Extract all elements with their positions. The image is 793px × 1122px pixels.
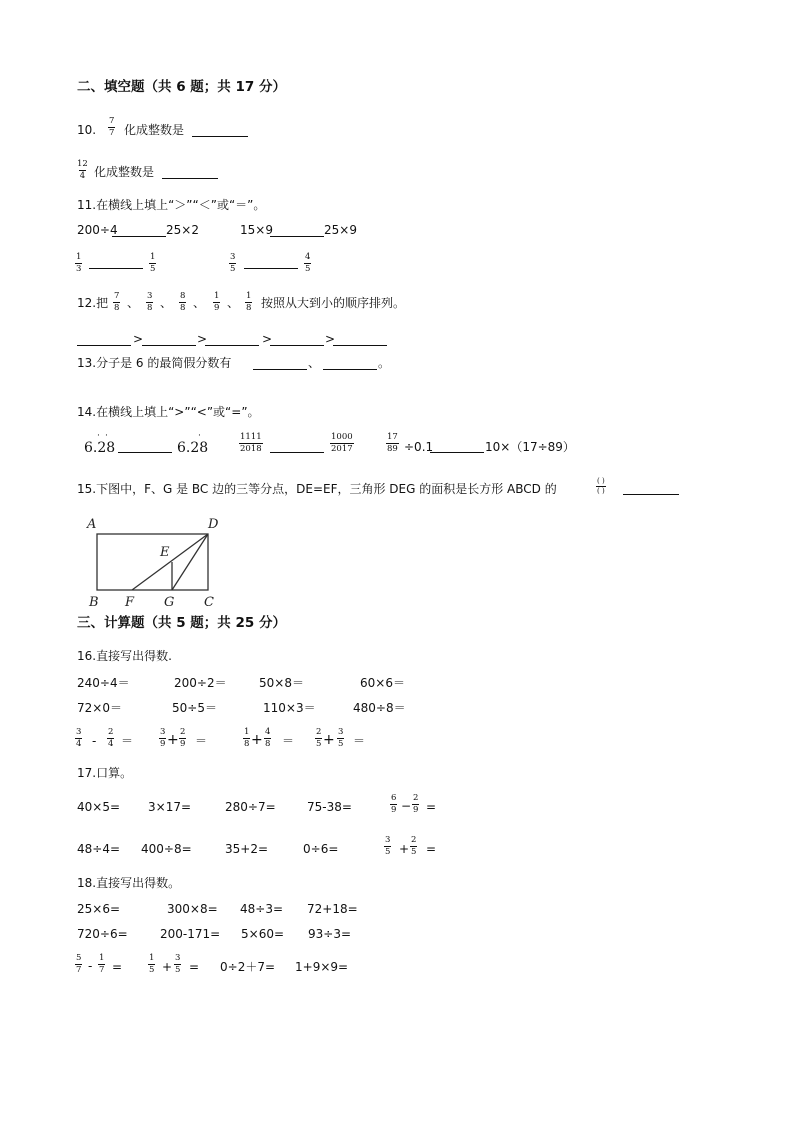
q13-blank-2[interactable] xyxy=(323,369,377,370)
q16-frac: $\frac{2}{5}$ xyxy=(316,727,322,749)
label-d: D xyxy=(208,517,219,532)
q18-item: 48÷3= xyxy=(240,902,284,916)
q11-blank-a[interactable] xyxy=(112,236,166,237)
q14-c-mid: ÷0.1 xyxy=(404,440,434,454)
q12-blank-1[interactable] xyxy=(77,345,131,346)
q12-suffix: 按照从大到小的顺序排列。 xyxy=(261,296,406,310)
q12-blank-5[interactable] xyxy=(333,345,387,346)
q16-frac: $\frac{3}{4}$ xyxy=(76,727,82,749)
q17-frac: $\frac{2}{9}$ xyxy=(413,793,419,815)
q11-frac-c1: $\frac{1}{3}$ xyxy=(76,252,82,274)
q12-sep-2: 、 xyxy=(160,296,173,310)
q16-eq: ＝ xyxy=(121,734,134,748)
q16-item: 240÷4＝ xyxy=(77,676,130,690)
q16-title: 16.直接写出得数. xyxy=(77,649,172,663)
q17-frac: $\frac{6}{9}$ xyxy=(391,793,397,815)
q16-frac: $\frac{2}{4}$ xyxy=(108,727,114,749)
q12-frac-3: $\frac{8}{8}$ xyxy=(180,291,186,313)
q10-answer-blank-1[interactable] xyxy=(192,136,248,137)
q12-sep-4: 、 xyxy=(227,296,240,310)
q18-item: 5×60= xyxy=(241,927,285,941)
q12-sep-1: 、 xyxy=(127,296,140,310)
q16-frac: $\frac{3}{5}$ xyxy=(338,727,344,749)
q14-a-left: 6.28 xyxy=(84,440,116,456)
q10-text-2: 化成整数是 xyxy=(94,165,155,179)
q11-a-right: 25×2 xyxy=(166,223,199,237)
q14-title: 14.在横线上填上“>”“<”或“=”。 xyxy=(77,405,260,419)
q16-item: 110×3＝ xyxy=(263,701,316,715)
label-f: F xyxy=(125,595,135,610)
q18-item: 300×8= xyxy=(167,902,218,916)
label-c: C xyxy=(204,595,214,610)
q18-title: 18.直接写出得数。 xyxy=(77,876,181,890)
label-b: B xyxy=(89,595,99,610)
q16-item: 72×0＝ xyxy=(77,701,122,715)
q12-sep-3: 、 xyxy=(193,296,206,310)
q11-blank-d[interactable] xyxy=(244,268,298,269)
segment-dg xyxy=(172,534,208,590)
q18-item: 0÷2＋7= xyxy=(220,960,276,974)
q18-item: 93÷3= xyxy=(308,927,352,941)
q16-item: 50×8＝ xyxy=(259,676,304,690)
q10-answer-blank-2[interactable] xyxy=(162,178,218,179)
q17-title: 17.口算。 xyxy=(77,766,133,780)
q12-gt-3: > xyxy=(262,332,273,346)
q18-frac: $\frac{1}{5}$ xyxy=(149,953,155,975)
q14-a-right: 6.28 xyxy=(177,440,209,456)
rectangle-figure xyxy=(80,512,230,612)
q10-text-1: 化成整数是 xyxy=(124,123,185,137)
q18-item: 1+9×9= xyxy=(295,960,349,974)
q13-end: 。 xyxy=(378,356,391,370)
q12-blank-2[interactable] xyxy=(142,345,196,346)
q18-item: 720÷6= xyxy=(77,927,128,941)
repeat-dot: · xyxy=(198,431,201,441)
q18-frac: $\frac{3}{5}$ xyxy=(175,953,181,975)
q16-frac: $\frac{1}{8}$ xyxy=(244,727,250,749)
q12-frac-5: $\frac{1}{8}$ xyxy=(246,291,252,313)
q11-frac-d2: $\frac{4}{5}$ xyxy=(305,252,311,274)
q16-op: - xyxy=(92,734,97,748)
q16-frac: $\frac{4}{8}$ xyxy=(265,727,271,749)
q14-c-right: 10×（17÷89） xyxy=(485,440,575,454)
q16-op: + xyxy=(167,732,179,748)
q16-frac: $\frac{2}{9}$ xyxy=(180,727,186,749)
q17-op: − xyxy=(401,799,412,813)
q16-eq: ＝ xyxy=(353,734,366,748)
q12-frac-2: $\frac{3}{8}$ xyxy=(147,291,153,313)
q17-item: 75-38= xyxy=(307,800,352,814)
q17-item: 0÷6= xyxy=(303,842,339,856)
q14-blank-b[interactable] xyxy=(270,452,324,453)
section-title-calc: 三、计算题（共 5 题；共 25 分） xyxy=(77,615,286,631)
label-e: E xyxy=(160,545,170,560)
q18-item: 25×6= xyxy=(77,902,121,916)
rectangle-abcd xyxy=(97,534,208,590)
section-title-fill: 二、填空题（共 6 题；共 17 分） xyxy=(77,79,286,95)
label-g: G xyxy=(164,595,175,610)
q18-eq: = xyxy=(112,960,123,974)
label-a: A xyxy=(87,517,97,532)
q17-eq: = xyxy=(426,800,437,814)
q12-gt-2: > xyxy=(197,332,208,346)
q16-op: + xyxy=(323,732,335,748)
q11-blank-b[interactable] xyxy=(270,236,324,237)
q16-item: 480÷8＝ xyxy=(353,701,406,715)
q14-frac-c1: $\frac{17}{89}$ xyxy=(387,432,398,454)
q17-item: 280÷7= xyxy=(225,800,276,814)
q13-blank-1[interactable] xyxy=(253,369,307,370)
q11-frac-d1: $\frac{3}{5}$ xyxy=(230,252,236,274)
q14-frac-b2: $\frac{1000}{2017}$ xyxy=(331,432,353,454)
q18-op: - xyxy=(88,959,93,973)
q16-item: 50÷5＝ xyxy=(172,701,217,715)
q18-frac: $\frac{1}{7}$ xyxy=(99,953,105,975)
q18-op: + xyxy=(162,960,173,974)
q10-fraction-1: $\frac{7}{7}$ xyxy=(109,116,115,138)
q15-fraction: ( ) ( ) xyxy=(597,477,605,495)
q14-blank-c[interactable] xyxy=(430,452,484,453)
q13-sep: 、 xyxy=(308,356,321,370)
q11-b-left: 15×9 xyxy=(240,223,273,237)
q14-frac-b1: $\frac{1111}{2018}$ xyxy=(240,432,262,454)
q17-item: 400÷8= xyxy=(141,842,192,856)
q12-frac-4: $\frac{1}{9}$ xyxy=(214,291,220,313)
q17-item: 35+2= xyxy=(225,842,269,856)
q17-op: + xyxy=(399,842,410,856)
q10-fraction-2: $\frac{12}{4}$ xyxy=(77,159,88,181)
q17-eq: = xyxy=(426,842,437,856)
q16-frac: $\frac{3}{9}$ xyxy=(160,727,166,749)
q16-eq: ＝ xyxy=(282,734,295,748)
q17-item: 3×17= xyxy=(148,800,192,814)
segment-fd xyxy=(132,534,208,590)
q12-prefix: 12.把 xyxy=(77,296,109,310)
q12-blank-3[interactable] xyxy=(205,345,259,346)
q10-number: 10. xyxy=(77,123,97,137)
q12-frac-1: $\frac{7}{8}$ xyxy=(114,291,120,313)
q18-item: 200-171= xyxy=(160,927,221,941)
repeat-dot: · xyxy=(97,431,100,441)
q18-item: 72+18= xyxy=(307,902,358,916)
q18-eq: = xyxy=(189,960,200,974)
q18-frac: $\frac{5}{7}$ xyxy=(76,953,82,975)
q13-text: 13.分子是 6 的最简假分数有 xyxy=(77,356,232,370)
q11-a-left: 200÷4 xyxy=(77,223,118,237)
repeat-dot: · xyxy=(105,431,108,441)
q11-frac-c2: $\frac{1}{5}$ xyxy=(150,252,156,274)
q12-gt-1: > xyxy=(133,332,144,346)
q16-item: 200÷2＝ xyxy=(174,676,227,690)
q14-blank-a[interactable] xyxy=(118,452,172,453)
q11-title: 11.在横线上填上“＞”“＜”或“＝”。 xyxy=(77,198,266,212)
q16-op: + xyxy=(251,732,263,748)
q11-blank-c[interactable] xyxy=(89,268,143,269)
q17-item: 40×5= xyxy=(77,800,121,814)
q17-item: 48÷4= xyxy=(77,842,121,856)
q12-blank-4[interactable] xyxy=(270,345,324,346)
q15-text: 15.下图中，F、G 是 BC 边的三等分点，DE=EF，三角形 DEG 的面积是长方形 ABCD 的 xyxy=(77,482,557,496)
q15-blank[interactable] xyxy=(623,494,679,495)
q16-eq: ＝ xyxy=(195,734,208,748)
q17-frac: $\frac{3}{5}$ xyxy=(385,835,391,857)
q11-b-right: 25×9 xyxy=(324,223,357,237)
q17-frac: $\frac{2}{5}$ xyxy=(411,835,417,857)
q12-gt-4: > xyxy=(325,332,336,346)
q16-item: 60×6＝ xyxy=(360,676,405,690)
